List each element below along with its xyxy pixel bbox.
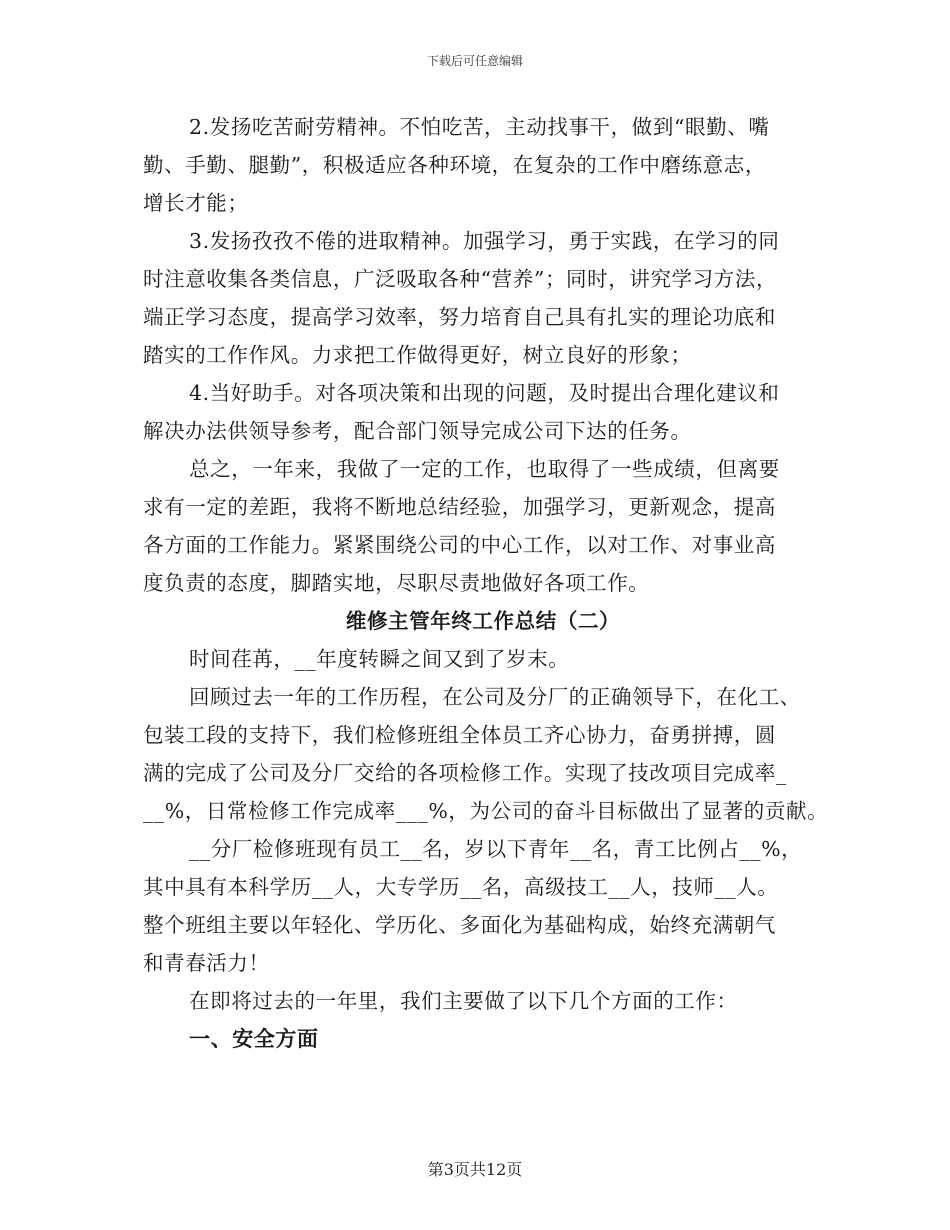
paragraph-line: 各方面的工作能力。紧紧围绕公司的中心工作，以对工作、对事业高 <box>143 533 776 557</box>
section-title: 维修主管年终工作总结（二） <box>345 609 621 633</box>
paragraph-line: 端正学习态度，提高学习效率，努力培育自己具有扎实的理论功底和 <box>143 305 776 329</box>
paragraph-line: 时间荏苒，__年度转瞬之间又到了岁末。 <box>189 647 570 671</box>
paragraph-line: 整个班组主要以年轻化、学历化、多面化为基础构成，始终充满朝气 <box>143 913 776 937</box>
paragraph-line: 踏实的工作作风。力求把工作做得更好，树立良好的形象； <box>143 343 692 367</box>
paragraph-line: 和青春活力！ <box>143 951 270 975</box>
paragraph-line: 求有一定的差距，我将不断地总结经验，加强学习，更新观念，提高 <box>143 495 776 519</box>
paragraph-line: 在即将过去的一年里，我们主要做了以下几个方面的工作： <box>189 989 738 1013</box>
paragraph-line: 回顾过去一年的工作历程，在公司及分厂的正确领导下，在化工、 <box>189 685 801 709</box>
paragraph-line: 时注意收集各类信息，广泛吸取各种“营养”；同时，讲究学习方法， <box>143 267 778 291</box>
paragraph-line: 增长才能； <box>143 191 249 215</box>
paragraph-line: 其中具有本科学历__人，大专学历__名，高级技工__人，技师__人。 <box>143 875 779 899</box>
document-body <box>143 108 829 1058</box>
paragraph-line: __%，日常检修工作完成率___%，为公司的奋斗目标做出了显著的贡献。 <box>143 799 829 823</box>
paragraph-line: 满的完成了公司及分厂交给的各项检修工作。实现了技改项目完成率_ <box>143 761 787 785</box>
paragraph-line: 2.发扬吃苦耐劳精神。不怕吃苦，主动找事干，做到“眼勤、嘴 <box>189 115 770 139</box>
paragraph-line: 包装工段的支持下，我们检修班组全体员工齐心协力，奋勇拼搏，圆 <box>143 723 776 747</box>
page-number: 第3页共12页 <box>427 1160 523 1179</box>
paragraph-line: 勤、手勤、腿勤”，积极适应各种环境，在复杂的工作中磨练意志， <box>143 153 766 177</box>
paragraph-line: 3.发扬孜孜不倦的进取精神。加强学习，勇于实践，在学习的同 <box>189 229 780 253</box>
page-header: 下载后可任意编辑 <box>426 54 523 68</box>
paragraph-line: __分厂检修班现有员工__名，岁以下青年__名，青工比例占__%， <box>189 837 803 861</box>
paragraph-line: 解决办法供领导参考，配合部门领导完成公司下达的任务。 <box>143 419 692 443</box>
section-heading: 一、安全方面 <box>189 1026 319 1051</box>
paragraph-line: 总之，一年来，我做了一定的工作，也取得了一些成绩，但离要 <box>189 457 780 481</box>
paragraph-line: 4.当好助手。对各项决策和出现的问题，及时提出合理化建议和 <box>189 381 780 405</box>
paragraph-line: 度负责的态度，脚踏实地，尽职尽责地做好各项工作。 <box>143 571 650 595</box>
